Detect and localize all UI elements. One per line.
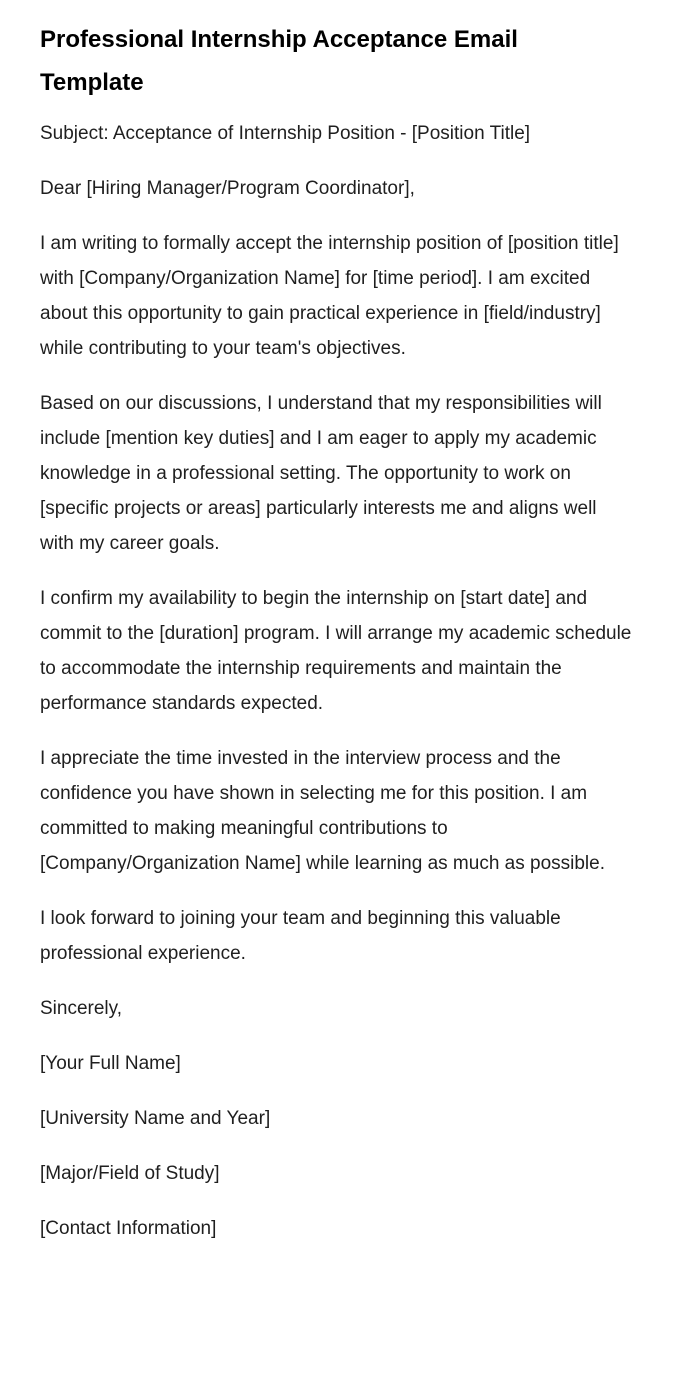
body-paragraph-3: I confirm my availability to begin the internship on [start date] and commit to the [duration] program. I will arrange my academic schedule to accommodate the internship requirements and maintain the performance standards expected. — [40, 588, 632, 714]
page-title: Professional Internship Acceptance Email Template — [40, 26, 518, 96]
signature-contact: [Contact Information] — [40, 1218, 217, 1239]
salutation: Dear [Hiring Manager/Program Coordinator], — [40, 178, 415, 199]
body-paragraph-5: I look forward to joining your team and beginning this valuable professional experience. — [40, 908, 561, 964]
signature-full-name: [Your Full Name] — [40, 1053, 181, 1074]
closing: Sincerely, — [40, 998, 123, 1019]
body-paragraph-4: I appreciate the time invested in the interview process and the confidence you have shown in selecting me for this position. I am committed to making meaningful contributions to [Company/Organization Name] while learning as much as possible. — [40, 748, 605, 874]
signature-major: [Major/Field of Study] — [40, 1163, 220, 1184]
body-paragraph-1: I am writing to formally accept the internship position of [position title] with [Company/Organization Name] for [time period]. I am excited about this opportunity to gain practical experience in [field/industry] while contributing to your team's objectives. — [40, 233, 619, 359]
subject-line: Subject: Acceptance of Internship Position - [Position Title] — [40, 123, 531, 144]
body-paragraph-2: Based on our discussions, I understand that my responsibilities will include [mention key duties] and I am eager to apply my academic knowledge in a professional setting. The opportunity to work on [specific projects or areas] particularly interests me and aligns well with my career goals. — [40, 393, 602, 554]
signature-university: [University Name and Year] — [40, 1108, 271, 1129]
